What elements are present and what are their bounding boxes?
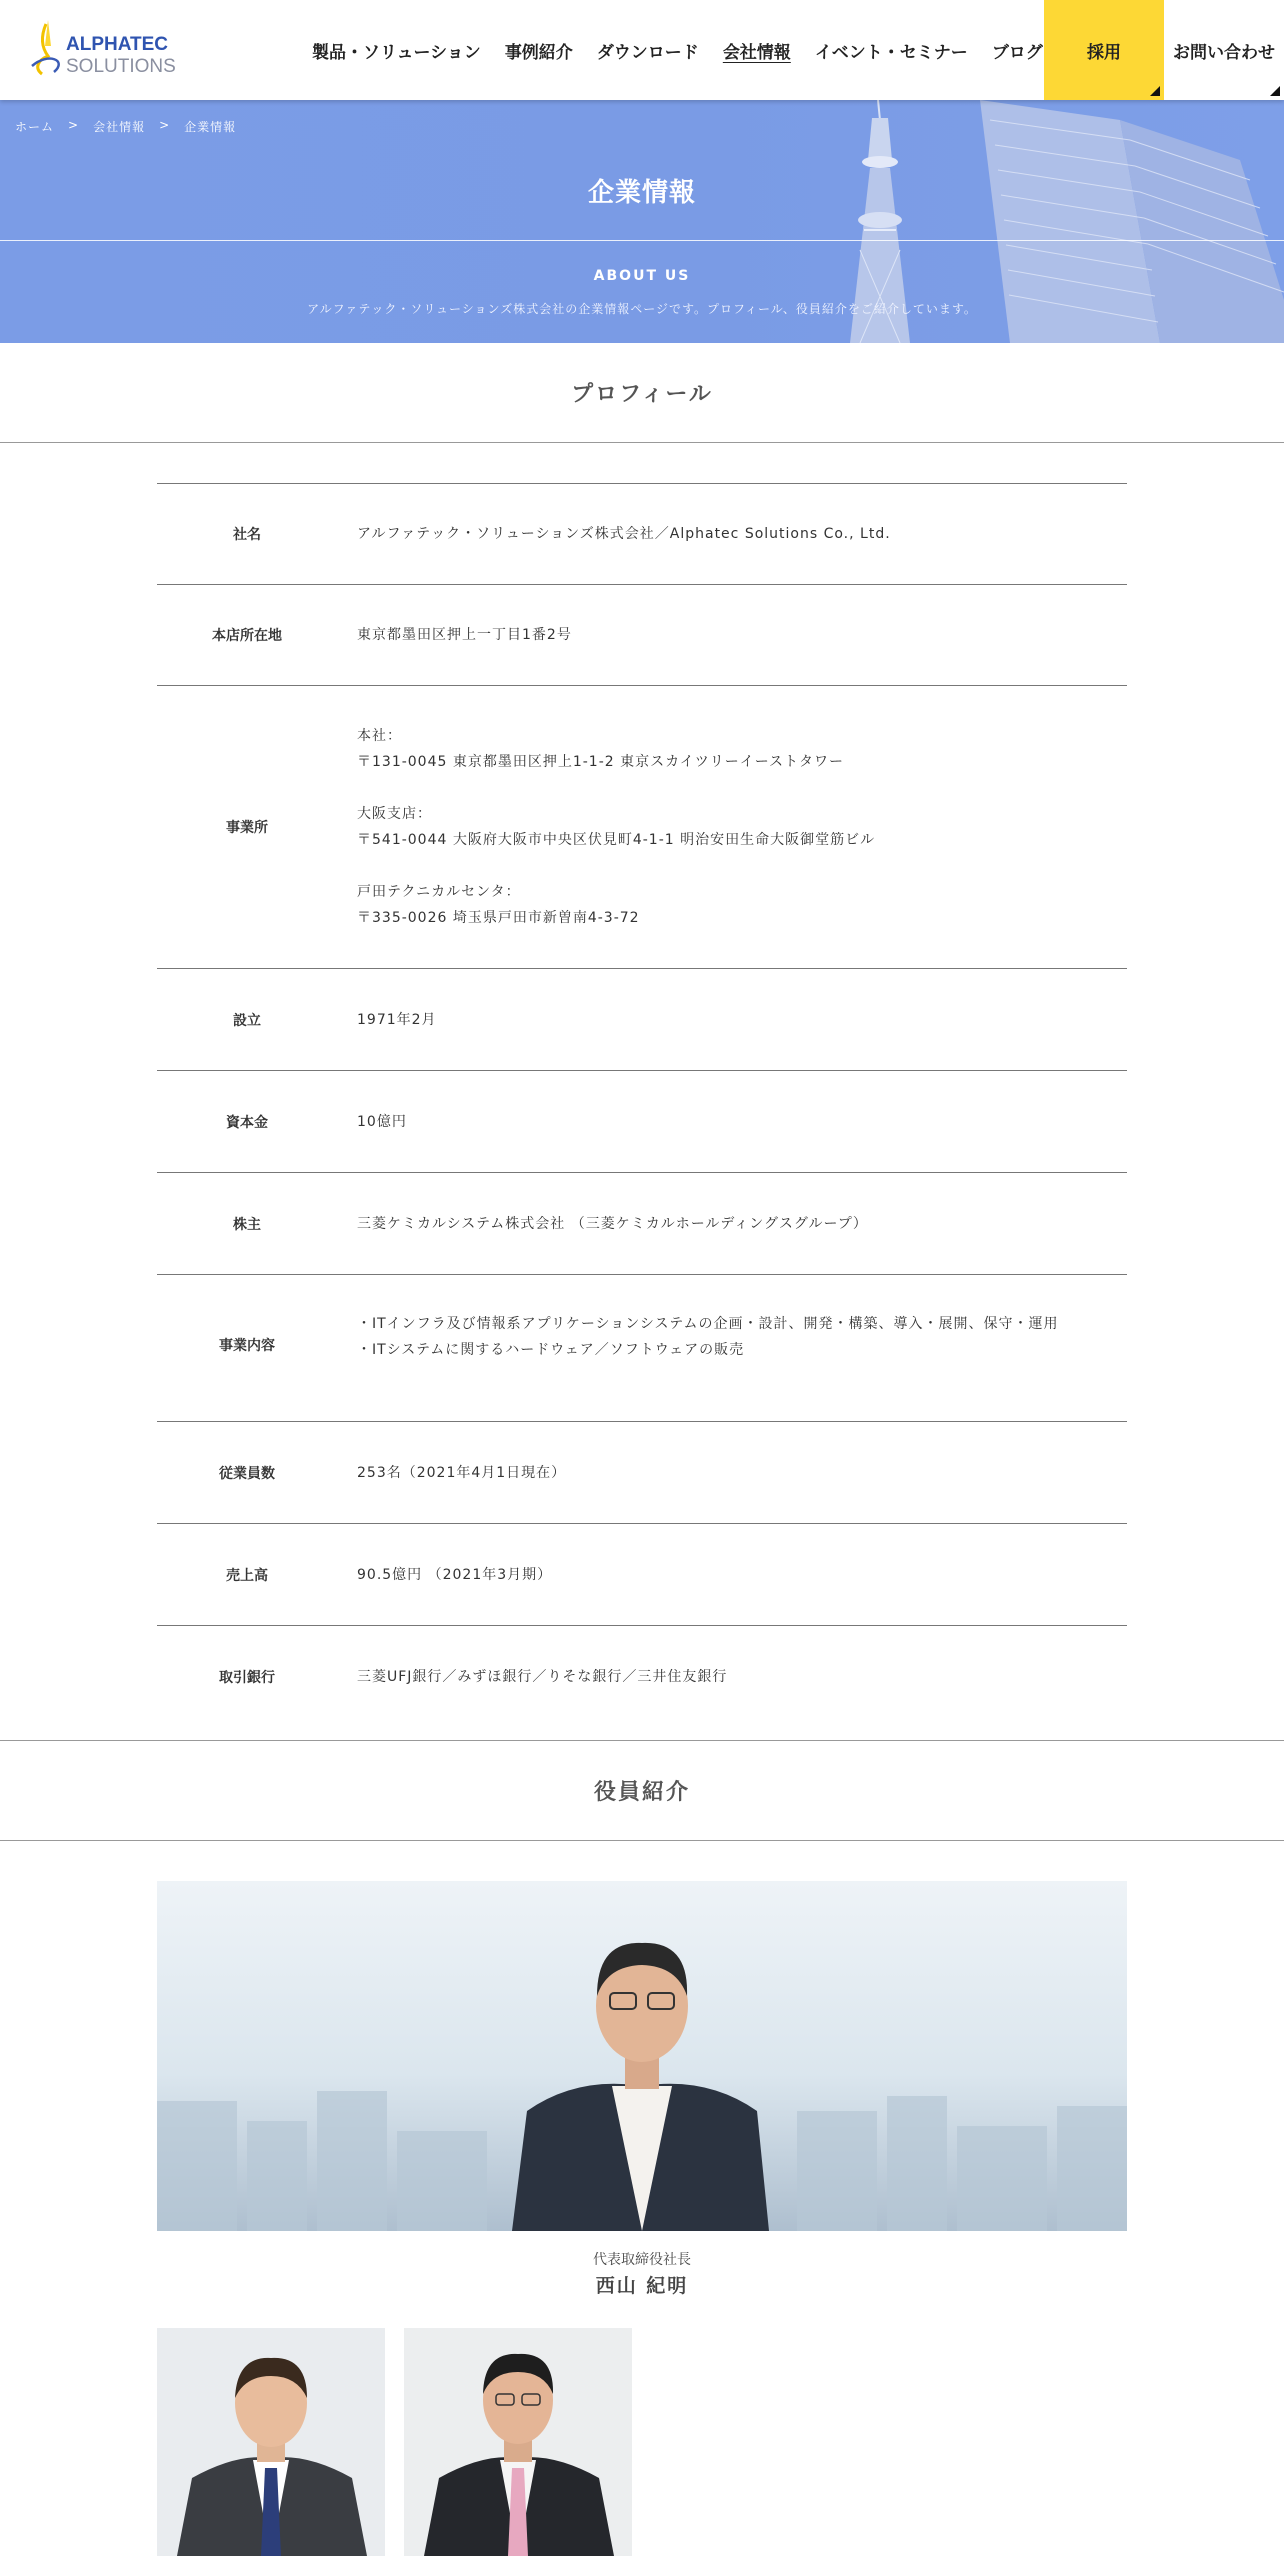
profile-row-employees	[157, 1421, 1127, 1523]
main-nav	[300, 0, 1055, 100]
office-address: 〒541-0044 大阪府大阪市中央区伏見町4-1-1 明治安田生命大阪御堂筋ビル	[357, 832, 876, 848]
business-line: ・ITインフラ及び情報系アプリケーションシステムの企画・設計、開発・構築、導入・展開、保守・運用	[357, 1316, 1059, 1332]
breadcrumb-company[interactable]: 会社情報	[93, 120, 146, 134]
row-value: 10億円	[357, 1113, 407, 1130]
row-value: 三菱UFJ銀行／みずほ銀行／りそな銀行／三井住友銀行	[357, 1668, 728, 1685]
row-label: 取引銀行	[219, 1669, 275, 1686]
row-label: 株主	[233, 1216, 261, 1233]
ceo-photo	[157, 1881, 1127, 2231]
profile-row-shareholder	[157, 1172, 1127, 1274]
row-value	[337, 1311, 1127, 1363]
profile-row-banks	[157, 1625, 1127, 1727]
profile-row-company-name	[157, 483, 1127, 584]
logo-text-solutions: SOLUTIONS	[66, 56, 176, 77]
officer-photo	[404, 2328, 632, 2556]
row-value: 東京都墨田区押上一丁目1番2号	[357, 627, 572, 643]
page-title: 企業情報	[587, 178, 696, 208]
page-subtitle: ABOUT US	[593, 268, 691, 284]
contact-button[interactable]	[1164, 0, 1284, 100]
ceo-name: 西山 紀明	[595, 2275, 689, 2297]
breadcrumb-home[interactable]: ホーム	[15, 120, 55, 134]
row-value: アルファテック・ソリューションズ株式会社／Alphatec Solutions Co., Ltd.	[357, 526, 891, 542]
nav-products[interactable]: 製品・ソリューション	[312, 42, 481, 63]
row-value	[337, 723, 1127, 931]
recruit-label: 採用	[1087, 42, 1121, 63]
breadcrumb	[15, 118, 236, 135]
row-label: 事業所	[226, 820, 268, 836]
ceo-title: 代表取締役社長	[593, 2252, 691, 2268]
corner-arrow-icon	[1270, 86, 1280, 96]
logo-text-alphatec: ALPHATEC	[66, 34, 169, 55]
row-value: 1971年2月	[357, 1011, 437, 1028]
row-label: 本店所在地	[212, 628, 282, 644]
row-value: 三菱ケミカルシステム株式会社 （三菱ケミカルホールディングスグループ）	[357, 1215, 868, 1232]
row-label: 設立	[233, 1012, 261, 1029]
office-name: 大阪支店：	[357, 806, 432, 822]
contact-label: お問い合わせ	[1173, 42, 1275, 63]
company-logo[interactable]	[28, 16, 178, 82]
office-address: 〒335-0026 埼玉県戸田市新曽南4-3-72	[357, 910, 640, 926]
nav-case-studies[interactable]: 事例紹介	[504, 42, 573, 63]
breadcrumb-separator: >	[68, 118, 80, 132]
office-block	[357, 879, 1127, 931]
row-label: 資本金	[226, 1114, 268, 1131]
officer-photo	[157, 2328, 385, 2556]
office-address: 〒131-0045 東京都墨田区押上1-1-2 東京スカイツリーイーストタワー	[357, 754, 845, 770]
row-label: 社名	[233, 527, 261, 543]
row-label: 従業員数	[219, 1465, 275, 1482]
office-block	[357, 723, 1127, 775]
profile-table	[157, 483, 1127, 1727]
breadcrumb-separator: >	[159, 118, 171, 132]
business-line: ・ITシステムに関するハードウェア／ソフトウェアの販売	[357, 1342, 745, 1358]
recruit-button[interactable]	[1044, 0, 1164, 100]
nav-download[interactable]: ダウンロード	[596, 42, 699, 63]
profile-row-established	[157, 968, 1127, 1070]
office-name: 本社：	[357, 728, 402, 744]
profile-heading: プロフィール	[0, 343, 1284, 443]
corner-arrow-icon	[1150, 86, 1160, 96]
row-label: 売上高	[226, 1567, 268, 1584]
row-value: 90.5億円 （2021年3月期）	[357, 1566, 553, 1583]
profile-row-offices	[157, 685, 1127, 968]
nav-events[interactable]: イベント・セミナー	[814, 42, 968, 63]
office-name: 戸田テクニカルセンタ：	[357, 884, 521, 900]
nav-company[interactable]: 会社情報	[722, 42, 791, 63]
profile-row-capital	[157, 1070, 1127, 1172]
page-description: アルファテック・ソリューションズ株式会社の企業情報ページです。プロフィール、役員紹介をご紹介しています。	[307, 302, 977, 316]
officers-heading: 役員紹介	[0, 1740, 1284, 1841]
profile-row-sales	[157, 1523, 1127, 1625]
row-label: 事業内容	[219, 1338, 275, 1354]
row-value: 253名（2021年4月1日現在）	[357, 1464, 567, 1481]
site-header	[0, 0, 1284, 100]
profile-row-business	[157, 1274, 1127, 1421]
hero-divider	[0, 240, 1284, 241]
hero-banner	[0, 100, 1284, 343]
office-block	[357, 801, 1127, 853]
breadcrumb-current: 企業情報	[184, 120, 237, 134]
nav-blog[interactable]: ブログ	[991, 42, 1043, 63]
profile-row-head-office	[157, 584, 1127, 685]
